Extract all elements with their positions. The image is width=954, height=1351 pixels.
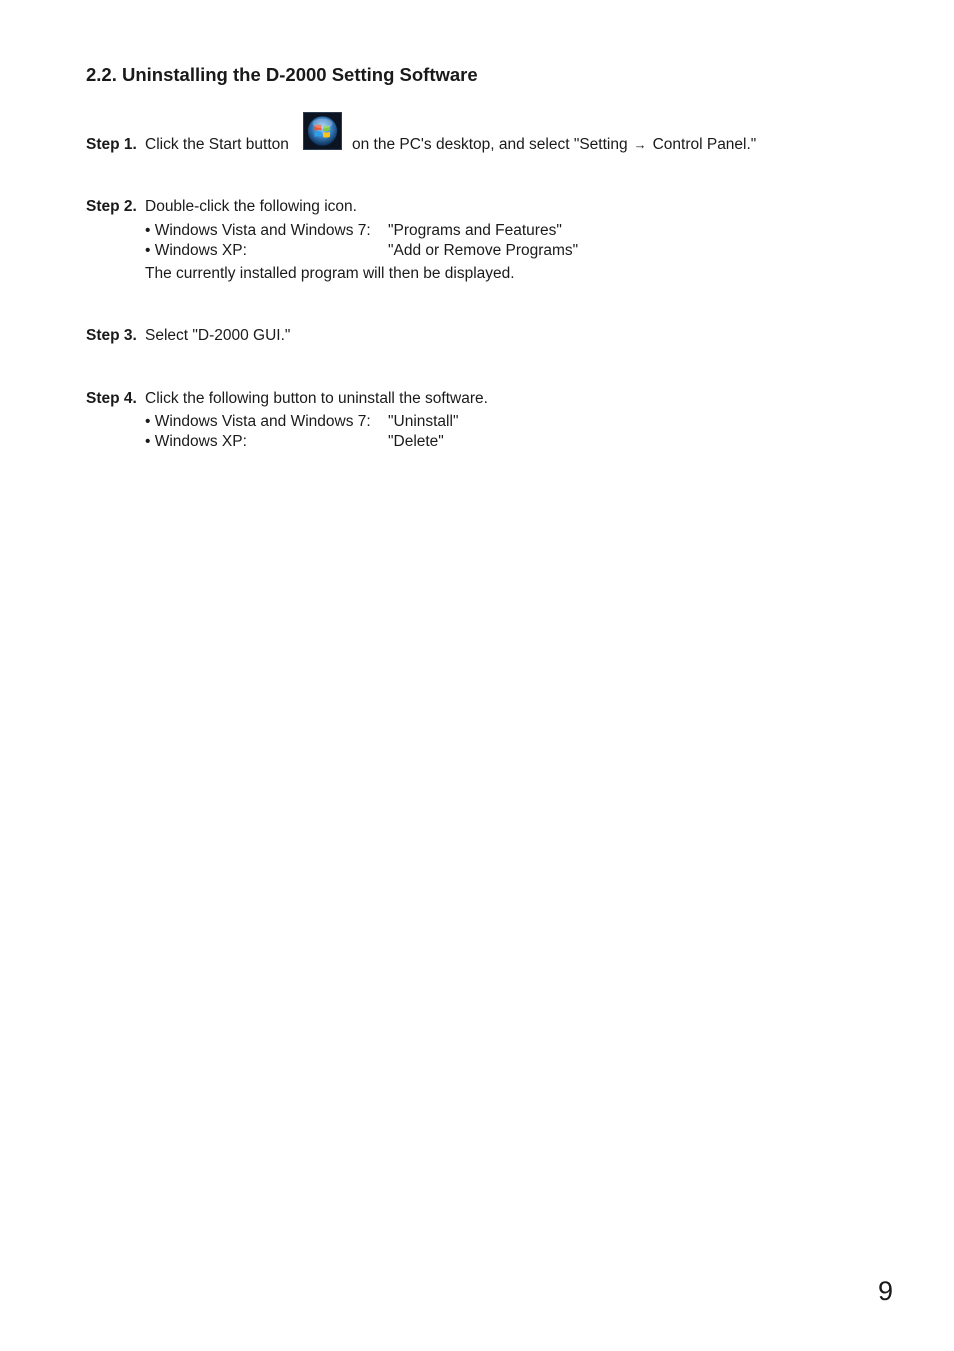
- item-value: "Programs and Features": [388, 222, 562, 239]
- item-value: "Add or Remove Programs": [388, 241, 579, 259]
- item-value: "Uninstall": [388, 413, 459, 430]
- step1-line: [86, 135, 289, 155]
- step3: [86, 326, 290, 346]
- list-item: [86, 221, 578, 241]
- windows-start-orb-icon: [303, 112, 342, 150]
- item-value: "Delete": [388, 432, 444, 450]
- step1-line-continued: [352, 135, 756, 155]
- step3-label: Step 3.: [86, 327, 137, 344]
- step2-label: Step 2.: [86, 198, 137, 215]
- step3-text: Select "D-2000 GUI.": [145, 327, 291, 344]
- os-name: • Windows XP:: [145, 432, 247, 450]
- step4-label: Step 4.: [86, 390, 137, 407]
- os-name: • Windows XP:: [145, 241, 247, 259]
- step2-note: The currently installed program will then be displayed.: [145, 265, 515, 282]
- step4: [86, 389, 488, 451]
- os-name: • Windows Vista and Windows 7:: [145, 222, 371, 239]
- os-name: • Windows Vista and Windows 7:: [145, 413, 371, 430]
- list-item: [86, 241, 578, 261]
- step1-label: Step 1.: [86, 136, 137, 153]
- list-item: [86, 432, 488, 452]
- page-number: 9: [877, 1276, 893, 1306]
- step2-text: Double-click the following icon.: [145, 198, 357, 215]
- section-title: 2.2. Uninstalling the D-2000 Setting Software: [86, 64, 478, 85]
- list-item: [86, 412, 488, 432]
- step1-text-before: Click the Start button: [145, 136, 289, 153]
- right-arrow-icon: →: [633, 137, 647, 152]
- step4-text: Click the following button to uninstall the software.: [145, 390, 488, 407]
- step1-text-after: on the PC's desktop, and select "Setting: [352, 136, 628, 153]
- step1-text-end: Control Panel.": [652, 136, 757, 153]
- step2: [86, 197, 578, 284]
